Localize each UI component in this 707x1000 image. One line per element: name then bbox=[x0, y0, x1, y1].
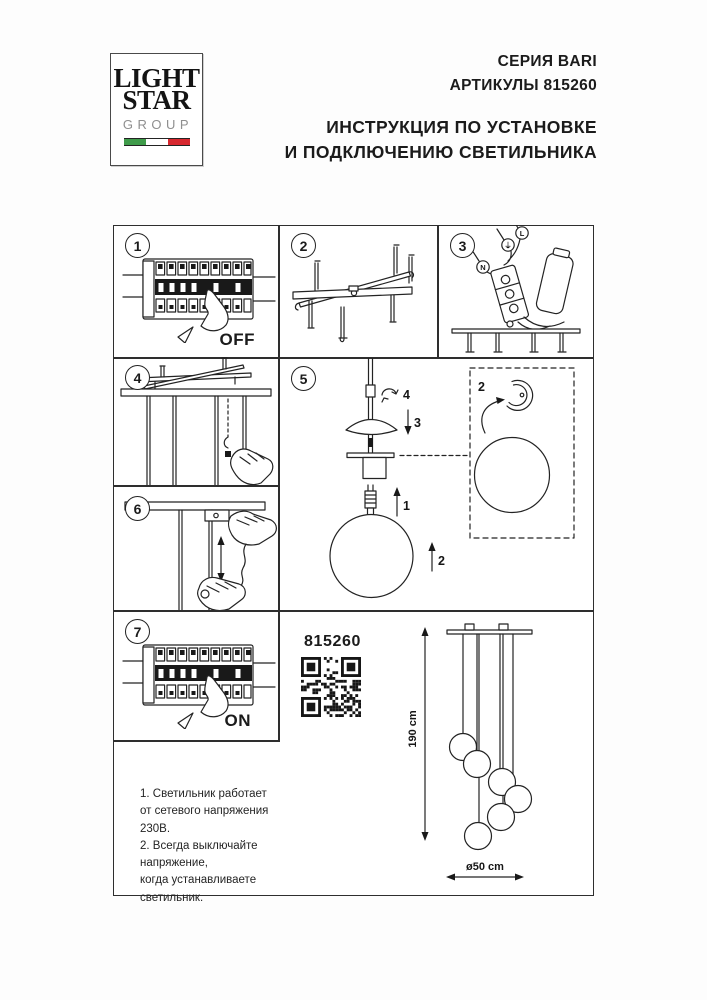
articles-label: АРТИКУЛЫ 815260 bbox=[449, 77, 597, 95]
note-line: 2. Всегда выключайте напряжение, bbox=[140, 839, 258, 869]
off-label: OFF bbox=[219, 330, 255, 349]
step-4-panel bbox=[113, 357, 278, 485]
wire-label-n: N bbox=[480, 263, 486, 272]
note-line: 1. Светильник работает bbox=[140, 788, 267, 800]
flag-red bbox=[168, 139, 190, 145]
height-dimension: 190 cm bbox=[407, 710, 419, 748]
flag-green bbox=[124, 139, 146, 145]
italian-flag-bar bbox=[124, 138, 190, 146]
header bbox=[285, 50, 597, 165]
article-code: 815260 bbox=[304, 633, 361, 650]
step-1-panel bbox=[113, 225, 278, 357]
lightstar-logo bbox=[110, 53, 203, 166]
product-panel bbox=[279, 611, 594, 895]
step-1-badge: 1 bbox=[125, 233, 150, 258]
step-3-badge: 3 bbox=[450, 233, 475, 258]
step-4-badge: 4 bbox=[125, 365, 150, 390]
series-label: СЕРИЯ BARI bbox=[497, 53, 597, 70]
pendant-dimensions-illustration bbox=[399, 619, 594, 895]
wire-label-earth: ⏚ bbox=[504, 241, 512, 250]
page-title bbox=[285, 115, 597, 165]
step-5-panel bbox=[279, 358, 594, 610]
note-line: когда устанавливаете светильник. bbox=[140, 874, 257, 904]
step-3-panel bbox=[438, 225, 594, 357]
logo-light: LIGHT bbox=[113, 63, 200, 93]
assembly-illustration bbox=[279, 358, 594, 610]
wire-label-l: L bbox=[519, 229, 525, 238]
callout-3: 3 bbox=[414, 416, 421, 430]
callout-4: 4 bbox=[403, 388, 410, 402]
diameter-dimension: ø50 cm bbox=[466, 861, 504, 873]
step-5-badge: 5 bbox=[291, 366, 316, 391]
logo-group: GROUP bbox=[122, 116, 194, 132]
inset-callout-2: 2 bbox=[478, 380, 485, 394]
note-line: от сетевого напряжения 230В. bbox=[140, 805, 269, 835]
title-line-2: И ПОДКЛЮЧЕНИЮ СВЕТИЛЬНИКА bbox=[284, 141, 597, 162]
step-2-badge: 2 bbox=[291, 233, 316, 258]
callout-1: 1 bbox=[403, 499, 410, 513]
callout-2: 2 bbox=[438, 554, 445, 568]
step-7-panel bbox=[113, 611, 278, 740]
title-line-1: ИНСТРУКЦИЯ ПО УСТАНОВКЕ bbox=[326, 117, 597, 138]
on-label: ON bbox=[224, 711, 251, 730]
step-6-panel bbox=[113, 486, 278, 610]
breaker-on-illustration bbox=[119, 633, 277, 729]
notes-panel bbox=[113, 741, 278, 904]
step-7-badge: 7 bbox=[125, 619, 150, 644]
breaker-off-illustration bbox=[119, 247, 277, 343]
step-2-panel bbox=[279, 225, 437, 357]
qr-code bbox=[301, 657, 361, 717]
step-6-badge: 6 bbox=[125, 496, 150, 521]
safety-notes bbox=[140, 786, 278, 907]
logo-star: STAR bbox=[122, 85, 191, 116]
flag-white bbox=[146, 139, 168, 145]
